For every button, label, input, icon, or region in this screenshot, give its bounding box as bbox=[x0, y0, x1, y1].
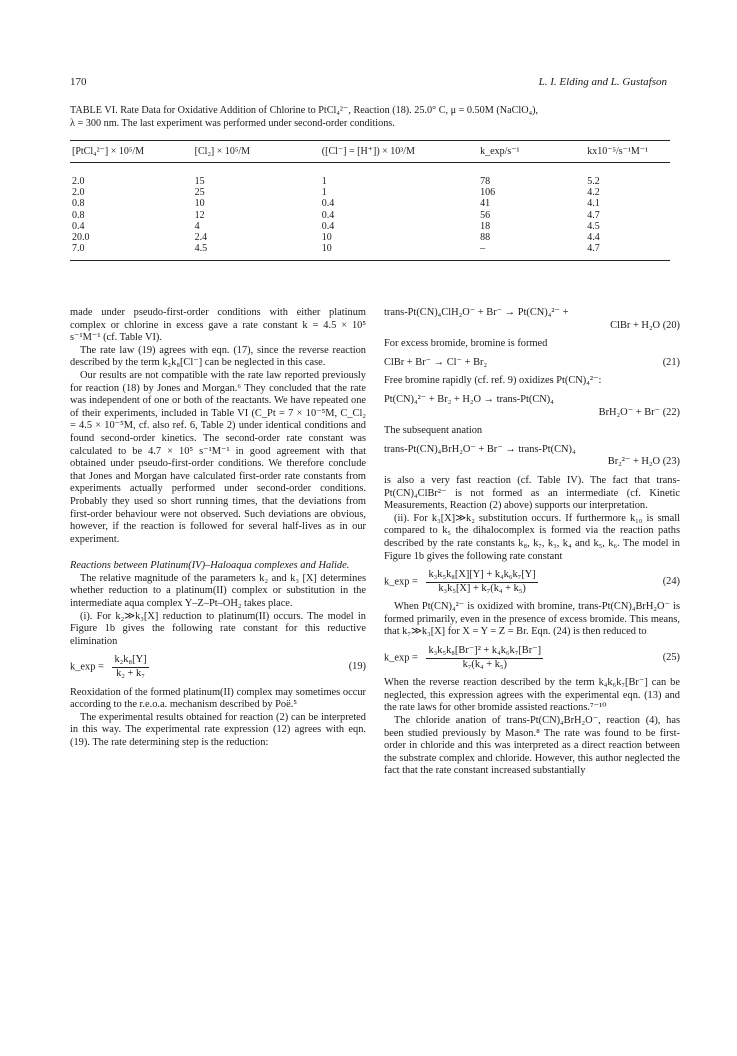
table-row bbox=[70, 232, 670, 243]
section-heading: Reactions between Platinum(IV)–Haloaqua complexes and Halide. bbox=[70, 560, 350, 572]
caption-line-1: TABLE VI. Rate Data for Oxidative Addition of Chlorine to PtCl₄²⁻, Reaction (18). 25.0° C, μ = 0.50M (NaClO₄), bbox=[70, 105, 539, 116]
table-cell: 10 bbox=[320, 243, 478, 261]
equation-number: (22) bbox=[662, 406, 680, 418]
equation-text: Br₂²⁻ + H₂O bbox=[607, 456, 661, 468]
col-header-cl2: [Cl₂] × 10⁵/M bbox=[193, 141, 320, 163]
left-column bbox=[70, 307, 366, 750]
col-header-ptcl4: [PtCl₄²⁻] × 10⁵/M bbox=[70, 141, 193, 163]
table-cell: 4.7 bbox=[585, 243, 670, 261]
right-column bbox=[384, 307, 680, 778]
equation-line: trans-Pt(CN)₄BrH₂O⁻ + Br⁻ → trans-Pt(CN)₄ bbox=[384, 443, 576, 455]
equation-number: (20) bbox=[662, 319, 680, 331]
col-header-kexp: k_exp/s⁻¹ bbox=[478, 141, 585, 163]
equation-line: Pt(CN)₄²⁻ + Br₂ + H₂O → trans-Pt(CN)₄ bbox=[384, 393, 554, 405]
running-header-authors: L. I. Elding and L. Gustafson bbox=[538, 76, 667, 88]
equation-number: (25) bbox=[662, 651, 680, 663]
table-cell: 106 bbox=[480, 187, 496, 199]
equation-lhs: k_exp = bbox=[384, 576, 418, 588]
table-caption bbox=[70, 104, 670, 130]
table-row bbox=[70, 198, 670, 209]
caption-line-2: λ = 300 nm. The last experiment was performed under second-order conditions. bbox=[70, 118, 395, 129]
paragraph: The rate law (19) agrees with eqn. (17), since the reverse reaction described by the term k₂k₈[Cl⁻] can be neglected in this case. bbox=[70, 344, 366, 369]
table-cell: 4.4 bbox=[587, 232, 600, 244]
paragraph: When the reverse reaction described by the term k₄k₆k₇[Br⁻] can be neglected, this expression agrees with the experimental eqn. (13) and the rate laws for other bromide assisted reactions.⁷⁻¹⁰ bbox=[384, 677, 680, 714]
paragraph: The relative magnitude of the parameters k₂ and k₃ [X] determines whether reduction to a platinum(II) complex or substitution in the intermediate aqua complex Y–Z–Pt–OH₂ takes place. bbox=[70, 572, 366, 610]
table-row bbox=[70, 243, 670, 261]
paragraph: When Pt(CN)₄²⁻ is oxidized with bromine, trans-Pt(CN)₄BrH₂O⁻ is formed primarily, even in the presence of excess bromide. This means, that k₇≫k₃[X] for X = Y = Z = Br. Eqn. (24) is then reduced to bbox=[384, 601, 680, 638]
paragraph: Reoxidation of the formed platinum(II) complex may sometimes occur according to the r.e.o.a. mechanism described by Poë.⁵ bbox=[70, 686, 366, 711]
table-row bbox=[70, 221, 670, 232]
table-cell: 41 bbox=[480, 198, 491, 210]
paragraph: Free bromine rapidly (cf. ref. 9) oxidizes Pt(CN)₄²⁻: bbox=[384, 375, 602, 387]
equation-number: (19) bbox=[348, 661, 366, 673]
fraction-numerator: k₃k₅k₈[Br⁻]² + k₄k₆k₇[Br⁻] bbox=[426, 645, 543, 659]
fraction-denominator: k₇(k₄ + k₅) bbox=[462, 658, 508, 670]
equation-20 bbox=[384, 307, 680, 332]
equation-fraction bbox=[426, 569, 537, 595]
fraction-numerator: k₃k₅k₈[X][Y] + k₄k₆k₇[Y] bbox=[426, 569, 537, 583]
table-header-row bbox=[70, 141, 670, 163]
table-cell: 7.0 bbox=[70, 243, 193, 261]
table-cell: 4.7 bbox=[587, 209, 600, 221]
table-cell: 4.5 bbox=[193, 243, 320, 261]
table-cell: 78 bbox=[480, 176, 491, 187]
equation-fraction bbox=[112, 654, 148, 680]
table-cell: 25 bbox=[194, 187, 205, 199]
table-cell: 2.0 bbox=[72, 176, 85, 187]
paragraph: Our results are not compatible with the rate law reported previously for reaction (18) by Jones and Morgan.⁶ They concluded that the rate was independent of one or both of the reactants. We have repeated one of their experiments, included in Table VI (C_Pt = 7 × 10⁻⁵M, C_Cl₂ = 4.5 × 10⁻⁵M, cf. also ref. 6, Table 2) under identical conditions and found second-order kinetics. The second-order rate constant was calculated to be 4.7 × 10⁵ s⁻¹M⁻¹ in good agreement with that obtained under pseudo-first-order conditions. We therefore conclude that Jones and Morgan have calculated first-order rate constants from experiments actually performed under second-order conditions. Probably they used so short running times, that the deviations from first-order behaviour were not observed. Such deviations are obvious, however, if the reaction is followed for several half-lives as in our experiment. bbox=[70, 369, 366, 545]
table-cell: 56 bbox=[480, 209, 491, 221]
table-cell: 1 bbox=[321, 176, 327, 187]
table-cell: 2.4 bbox=[194, 232, 208, 244]
paragraph: made under pseudo-first-order conditions with either platinum complex or chlorine in excess gave a rate constant k = 4.5 × 10⁵ s⁻¹M⁻¹ (cf. Table VI). bbox=[70, 307, 366, 344]
paragraph: (i). For k₂≫k₃[X] reduction to platinum(II) occurs. The model in Figure 1b gives the following rate constant for this reductive elimination bbox=[70, 610, 366, 647]
table-cell: 18 bbox=[480, 220, 491, 232]
paragraph: The experimental results obtained for reaction (2) can be interpreted in this way. The experimental rate expression (12) agrees with eqn. (19). The rate determining step is the reduction: bbox=[70, 711, 366, 748]
equation-line bbox=[384, 407, 680, 420]
col-header-cl-h: ([Cl⁻] = [H⁺]) × 10³/M bbox=[320, 141, 478, 163]
table-cell: 1 bbox=[321, 187, 327, 199]
table-row bbox=[70, 187, 670, 198]
paragraph: (ii). For k₃[X]≫k₂ substitution occurs. If furthermore k₁₀ is small compared to k₅ the dihalocomplex is formed via the reaction paths described by the rate constants k₈, k₇, k₃, k₄ and k₅, k₆. The model in Figure 1b gives the following rate constant bbox=[384, 512, 680, 562]
rate-data-table bbox=[70, 140, 670, 261]
table-cell: 4 bbox=[194, 220, 200, 232]
equation-21 bbox=[384, 357, 680, 370]
equation-number: (23) bbox=[662, 456, 680, 468]
equation-22 bbox=[384, 394, 680, 419]
equation-text: ClBr + H₂O bbox=[610, 319, 661, 331]
table-cell: 0.8 bbox=[72, 209, 85, 221]
table-cell: 0.4 bbox=[321, 209, 335, 221]
fraction-denominator: k₂ + k₇ bbox=[116, 668, 145, 680]
fraction-denominator: k₃k₅[X] + k₇(k₄ + k₅) bbox=[438, 582, 526, 594]
table-row bbox=[70, 163, 670, 188]
table-cell: 12 bbox=[194, 209, 205, 221]
equation-lhs: k_exp = bbox=[384, 652, 418, 664]
equation-text: ClBr + Br⁻ → Cl⁻ + Br₂ bbox=[384, 356, 488, 368]
table-cell: 5.2 bbox=[587, 176, 600, 187]
table-cell: 4.1 bbox=[587, 198, 600, 210]
equation-line bbox=[384, 320, 680, 333]
table-cell: 4.5 bbox=[587, 220, 600, 232]
equation-text: BrH₂O⁻ + Br⁻ bbox=[598, 406, 661, 418]
table-cell: – bbox=[478, 243, 585, 261]
table-cell: 0.8 bbox=[72, 198, 85, 210]
table-cell: 10 bbox=[194, 198, 205, 210]
equation-fraction bbox=[426, 645, 543, 671]
table-cell: 15 bbox=[194, 176, 205, 187]
equation-24 bbox=[384, 569, 680, 595]
table-cell: 88 bbox=[480, 232, 491, 244]
page-number: 170 bbox=[70, 76, 87, 88]
equation-number: (21) bbox=[662, 356, 680, 368]
table-row bbox=[70, 210, 670, 221]
equation-line: trans-Pt(CN)₄ClH₂O⁻ + Br⁻ → Pt(CN)₄²⁻ + bbox=[384, 307, 569, 318]
col-header-k: kx10⁻⁵/s⁻¹M⁻¹ bbox=[585, 141, 670, 163]
table-cell: 2.0 bbox=[72, 187, 85, 199]
paragraph: The chloride anation of trans-Pt(CN)₄BrH₂O⁻, reaction (4), has been studied previously by Mason.⁸ The rate was found to be first-order in chloride and this was interpreted as a direct reaction between the substrate complex and chloride. However, this author neglected the fact that the rate constant increased substantially bbox=[384, 715, 680, 777]
fraction-numerator: k₂k₈[Y] bbox=[112, 654, 148, 668]
table-cell: 20.0 bbox=[72, 232, 90, 244]
table-cell: 0.4 bbox=[72, 220, 85, 232]
equation-number: (24) bbox=[662, 575, 680, 587]
table-cell: 10 bbox=[321, 232, 332, 244]
table-cell: 0.4 bbox=[321, 220, 335, 232]
equation-line bbox=[384, 456, 680, 469]
paragraph: The subsequent anation bbox=[384, 425, 483, 437]
table-cell: 4.2 bbox=[587, 187, 600, 199]
paragraph: is also a very fast reaction (cf. Table IV). The fact that trans-Pt(CN)₄ClBr²⁻ is not formed as an intermediate (cf. Kinetic Measurements, Reaction (2) above) supports our interpretation. bbox=[384, 474, 680, 512]
equation-lhs: k_exp = bbox=[70, 661, 104, 673]
equation-23 bbox=[384, 444, 680, 469]
paragraph: For excess bromide, bromine is formed bbox=[384, 338, 548, 350]
equation-25 bbox=[384, 645, 680, 671]
table-cell: 0.4 bbox=[321, 198, 335, 210]
equation-19 bbox=[70, 654, 366, 680]
